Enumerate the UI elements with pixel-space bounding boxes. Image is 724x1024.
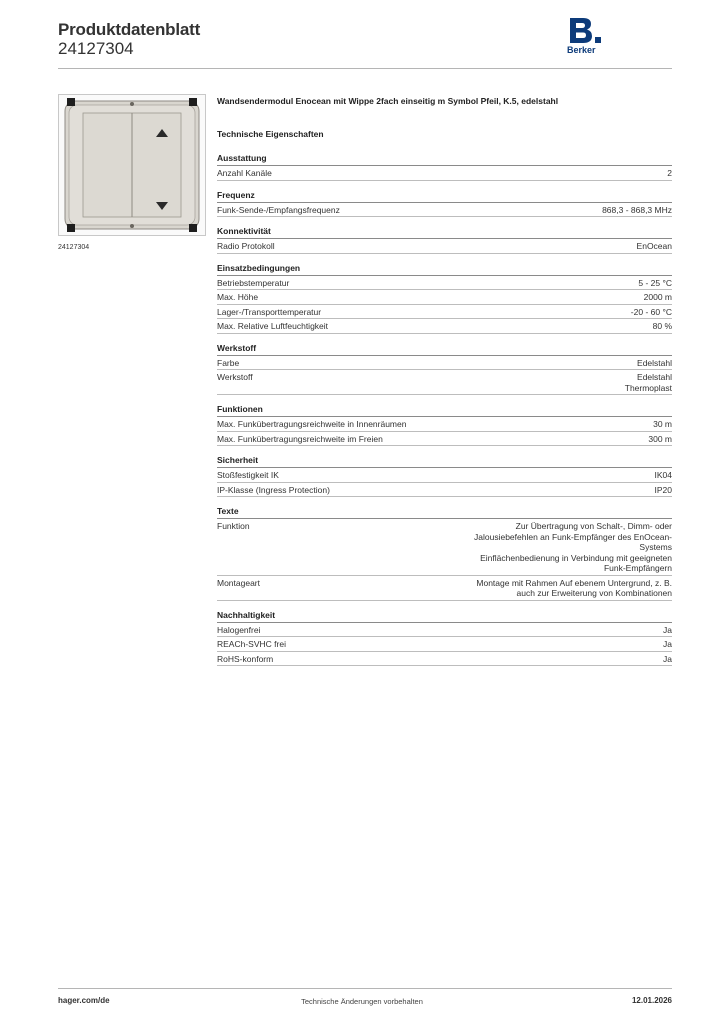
property-label: Lager-/Transporttemperatur — [217, 306, 322, 317]
page-title: Produktdatenblatt — [58, 20, 201, 39]
section-title: Texte — [217, 506, 672, 519]
property-row — [217, 483, 672, 498]
section-title: Sicherheit — [217, 455, 672, 468]
property-row — [217, 623, 672, 638]
property-label: Max. Funkübertragungsreichweite in Innenräumen — [217, 419, 407, 429]
property-value: IK04 — [654, 470, 672, 480]
property-label: Montageart — [217, 577, 260, 588]
footer-disclaimer: Technische Änderungen vorbehalten — [301, 997, 423, 1006]
property-sections — [217, 153, 672, 666]
property-value: -20 - 60 °C — [630, 306, 672, 317]
property-value: 2 — [667, 168, 672, 178]
property-label: Farbe — [217, 357, 240, 368]
property-label: RoHS-konform — [217, 653, 274, 664]
product-description: Wandsendermodul Enocean mit Wippe 2fach einseitig m Symbol Pfeil, K.5, edelstahl — [217, 96, 559, 106]
property-label: Werkstoff — [217, 372, 253, 382]
section-title: Nachhaltigkeit — [217, 610, 672, 623]
switch-illustration — [59, 95, 205, 235]
technical-properties-heading: Technische Eigenschaften — [217, 129, 324, 139]
property-section — [217, 226, 672, 254]
property-row — [217, 319, 672, 334]
property-row — [217, 356, 672, 371]
property-row — [217, 370, 672, 395]
property-section — [217, 455, 672, 497]
property-section — [217, 404, 672, 446]
section-title: Konnektivität — [217, 226, 672, 239]
property-row — [217, 239, 672, 254]
property-row — [217, 203, 672, 218]
section-title: Ausstattung — [217, 153, 672, 166]
property-section — [217, 610, 672, 667]
property-label: Max. Höhe — [217, 292, 259, 302]
property-section — [217, 153, 672, 181]
property-label: Stoßfestigkeit IK — [217, 470, 279, 480]
section-title: Funktionen — [217, 404, 672, 417]
property-label: Radio Protokoll — [217, 241, 275, 251]
property-label: Funk-Sende-/Empfangsfrequenz — [217, 204, 340, 215]
property-section — [217, 506, 672, 601]
property-row — [217, 432, 672, 447]
property-value: Ja — [663, 639, 672, 649]
property-value: 300 m — [648, 433, 672, 444]
property-section — [217, 263, 672, 334]
property-section — [217, 190, 672, 218]
image-caption: 24127304 — [58, 244, 90, 251]
property-row — [217, 276, 672, 291]
property-row — [217, 637, 672, 652]
property-row — [217, 305, 672, 320]
property-value: 80 % — [652, 321, 672, 331]
property-value: Edelstahl — [637, 357, 672, 368]
property-value: EnOcean — [636, 241, 672, 251]
property-value: Ja — [663, 653, 672, 664]
property-label: Anzahl Kanäle — [217, 168, 272, 178]
footer-divider — [58, 988, 672, 989]
property-value: 2000 m — [643, 292, 672, 302]
property-label: Max. Relative Luftfeuchtigkeit — [217, 321, 329, 331]
property-value: 30 m — [653, 419, 672, 429]
property-value: IP20 — [654, 484, 672, 495]
section-title: Frequenz — [217, 190, 672, 203]
product-image — [58, 94, 206, 236]
property-row — [217, 576, 672, 601]
property-label: Betriebstemperatur — [217, 277, 290, 288]
property-value: Montage mit Rahmen Auf ebenem Untergrund, z. B. auch zur Erweiterung von Kombinationen — [476, 577, 672, 598]
property-label: Halogenfrei — [217, 624, 261, 635]
property-row — [217, 519, 672, 576]
property-row — [217, 166, 672, 181]
section-title: Einsatzbedingungen — [217, 263, 672, 276]
property-label: REACh-SVHC frei — [217, 639, 286, 649]
property-label: Funktion — [217, 521, 250, 531]
property-row — [217, 417, 672, 432]
brand-name: Berker — [567, 45, 596, 55]
property-value: Zur Übertragung von Schalt-, Dimm- oder Jalousiebefehlen an Funk-Empfänger des EnOcean- Systems Einflächenbedienung in Verbindung mit geeigneten Funk-Empfängern — [474, 521, 672, 573]
property-row — [217, 290, 672, 305]
datasheet-content — [217, 96, 672, 675]
property-value: 5 - 25 °C — [638, 277, 672, 288]
property-label: IP-Klasse (Ingress Protection) — [217, 484, 330, 495]
property-row — [217, 652, 672, 667]
section-title: Werkstoff — [217, 343, 672, 356]
property-row — [217, 468, 672, 483]
property-section — [217, 343, 672, 396]
property-value: Edelstahl Thermoplast — [624, 372, 672, 393]
property-value: Ja — [663, 624, 672, 635]
website-link[interactable]: hager.com/de — [58, 996, 110, 1005]
article-number: 24127304 — [58, 39, 134, 58]
property-value: 868,3 - 868,3 MHz — [602, 204, 672, 215]
property-label: Max. Funkübertragungsreichweite im Freien — [217, 433, 383, 444]
footer-date: 12.01.2026 — [631, 996, 672, 1005]
header-divider — [58, 68, 672, 69]
